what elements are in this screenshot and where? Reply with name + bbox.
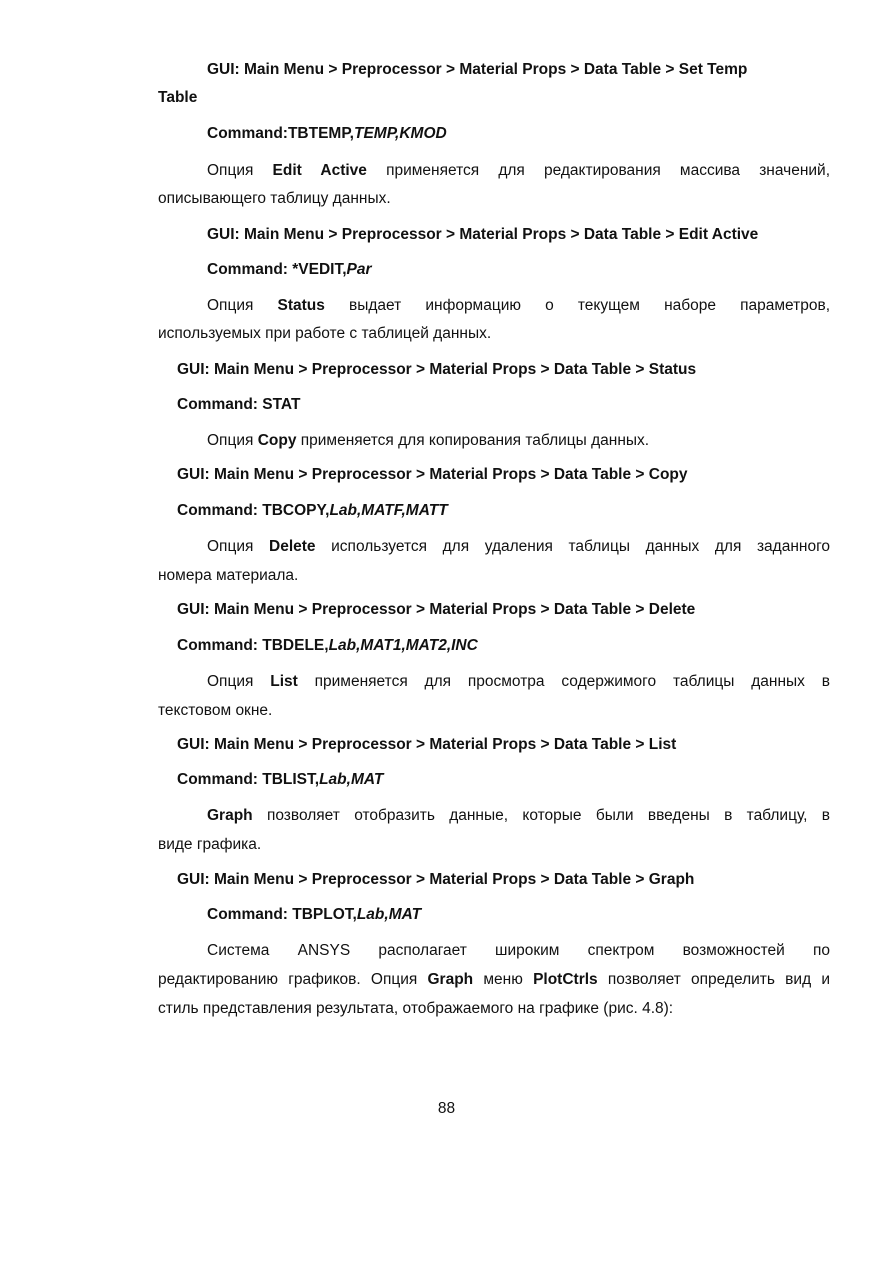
paragraph-status-line2: используемых при работе с таблицей данных.: [158, 325, 492, 342]
paragraph-edit-active-line1: Опция Edit Active применяется для редактирования массива значений,: [207, 162, 831, 179]
gui-path-edit-active: GUI: Main Menu > Preprocessor > Material Props > Data Table > Edit Active: [207, 226, 759, 243]
gui-path-graph: GUI: Main Menu > Preprocessor > Material Props > Data Table > Graph: [177, 871, 695, 888]
paragraph-edit-active-line2: описывающего таблицу данных.: [158, 190, 391, 207]
gui-path-set-temp-table-cont: Table: [158, 89, 198, 106]
paragraph-ansys-line1: Система ANSYS располагает широким спектром возможностей по: [207, 942, 830, 959]
paragraph-ansys-line3: стиль представления результата, отображаемого на графике (рис. 4.8):: [158, 1000, 674, 1017]
gui-path-list: GUI: Main Menu > Preprocessor > Material Props > Data Table > List: [177, 736, 677, 753]
command-tbdele: Command: TBDELE,Lab,MAT1,MAT2,INC: [177, 637, 478, 654]
page-number: 88: [437, 1100, 456, 1117]
command-tbplot: Command: TBPLOT,Lab,MAT: [207, 906, 422, 923]
paragraph-copy: Опция Copy применяется для копирования таблицы данных.: [207, 432, 650, 449]
paragraph-list-line1: Опция List применяется для просмотра содержимого таблицы данных в: [207, 673, 831, 690]
command-tbtemp: Command:TBTEMP,TEMP,KMOD: [207, 125, 447, 142]
command-vedit: Command: *VEDIT,Par: [207, 261, 372, 278]
command-tblist: Command: TBLIST,Lab,MAT: [177, 771, 384, 788]
paragraph-list-line2: текстовом окне.: [158, 702, 273, 719]
gui-path-copy: GUI: Main Menu > Preprocessor > Material Props > Data Table > Copy: [177, 466, 688, 483]
command-stat: Command: STAT: [177, 396, 301, 413]
paragraph-ansys-line2: редактированию графиков. Опция Graph меню PlotCtrls позволяет определить вид и: [158, 971, 830, 988]
gui-path-set-temp-table: GUI: Main Menu > Preprocessor > Material Props > Data Table > Set Temp: [207, 61, 748, 78]
paragraph-delete-line1: Опция Delete используется для удаления таблицы данных для заданного: [207, 538, 831, 555]
gui-path-delete: GUI: Main Menu > Preprocessor > Material Props > Data Table > Delete: [177, 601, 696, 618]
command-tbcopy: Command: TBCOPY,Lab,MATF,MATT: [177, 502, 448, 519]
paragraph-status-line1: Опция Status выдает информацию о текущем наборе параметров,: [207, 297, 830, 314]
gui-path-status: GUI: Main Menu > Preprocessor > Material Props > Data Table > Status: [177, 361, 697, 378]
paragraph-graph-line2: виде графика.: [158, 836, 262, 853]
paragraph-delete-line2: номера материала.: [158, 567, 299, 584]
paragraph-graph-line1: Graph позволяет отобразить данные, которые были введены в таблицу, в: [207, 807, 830, 824]
